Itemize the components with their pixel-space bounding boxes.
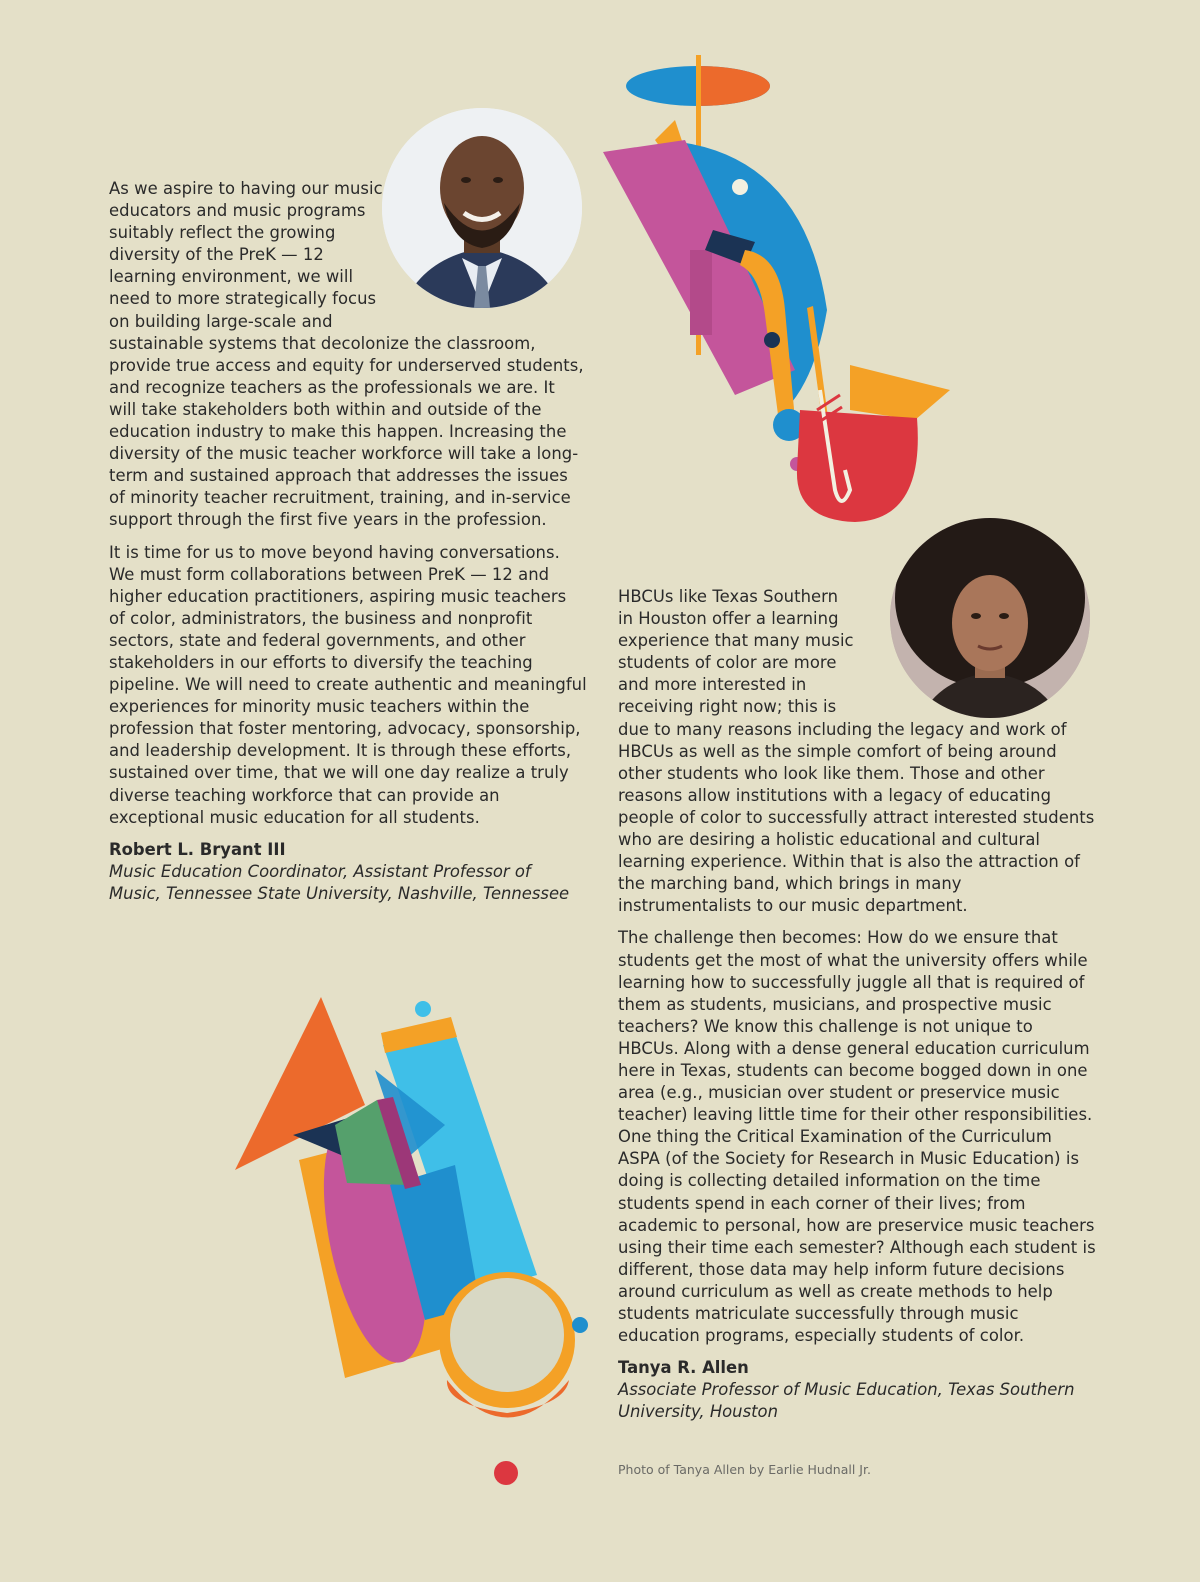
allen-name: Tanya R. Allen — [618, 1358, 749, 1378]
allen-paragraph-1: HBCUs like Texas Southern in Houston offer a learning experience that many music students of color are more and more interested in receiving right now; this is due to many reasons including the legacy and work of HBCUs as well as the simple comfort of being around other students who look like them. Those and other reasons allow institutions with a legacy of educating people of color to successfully attract interested students who are desiring a holistic educational and cultural learning experience. Within that is also the attraction of the marching band, which brings in many instrumentalists to our music department. — [618, 587, 1095, 916]
trumpet-drum-illustration — [225, 985, 605, 1495]
bryant-name: Robert L. Bryant III — [109, 839, 286, 859]
bryant-paragraph-1: As we aspire to having our music educators and music programs suitably reflect the growing diversity of the PreK — 12 learning environment, we will need to more strategically focus on building large-scale and sustainable systems that decolonize the classroom, provide true access and equity for underserved students, and recognize teachers as the professionals we are. It will take stakeholders both within and outside of the education industry to make this happen. Increasing the diversity of the music teacher workforce will take a long-term and sustained approach that addresses the issues of minority teacher recruitment, training, and in-service support through the first five years in the profession. — [109, 179, 584, 530]
bryant-column — [109, 178, 587, 905]
allen-column — [618, 586, 1098, 1423]
bryant-title: Music Education Coordinator, Assistant Professor of Music, Tennessee State University, Nashville, Tennessee — [109, 861, 570, 903]
saxophone-illustration — [595, 50, 965, 540]
allen-paragraph-2: The challenge then becomes: How do we ensure that students get the most of what the university offers while learning how to successfully juggle all that is required of them as students, musicians, and prospective music teachers? We know this challenge is not unique to HBCUs. Along with a dense general education curriculum here in Texas, students can become bogged down in one area (e.g., musician over student or preservice music teacher) leaving little time for their other responsibilities. One thing the Critical Examination of the Curriculum ASPA (of the Society for Research in Music Education) is doing is collecting detailed information on the time students spend in each corner of their lives; from academic to personal, how are preservice music teachers using their time each semester? Although each student is different, those data may help inform future decisions around curriculum as well as create methods to help students matriculate successfully through music education programs, especially students of color. — [618, 928, 1096, 1346]
allen-title: Associate Professor of Music Education, Texas Southern University, Houston — [618, 1380, 1075, 1422]
photo-credit: Photo of Tanya Allen by Earlie Hudnall Jr. — [618, 1462, 871, 1477]
bryant-paragraph-2: It is time for us to move beyond having conversations. We must form collaborations between PreK — 12 and higher education practitioners, aspiring music teachers of color, administrators, the business and nonprofit sectors, state and federal governments, and other stakeholders in our efforts to diversify the teaching pipeline. We will need to create authentic and meaningful experiences for minority music teachers within the profession that foster mentoring, advocacy, sponsorship, and leadership development. It is through these efforts, sustained over time, that we will one day realize a truly diverse teaching workforce that can provide an exceptional music education for all students. — [109, 542, 587, 827]
